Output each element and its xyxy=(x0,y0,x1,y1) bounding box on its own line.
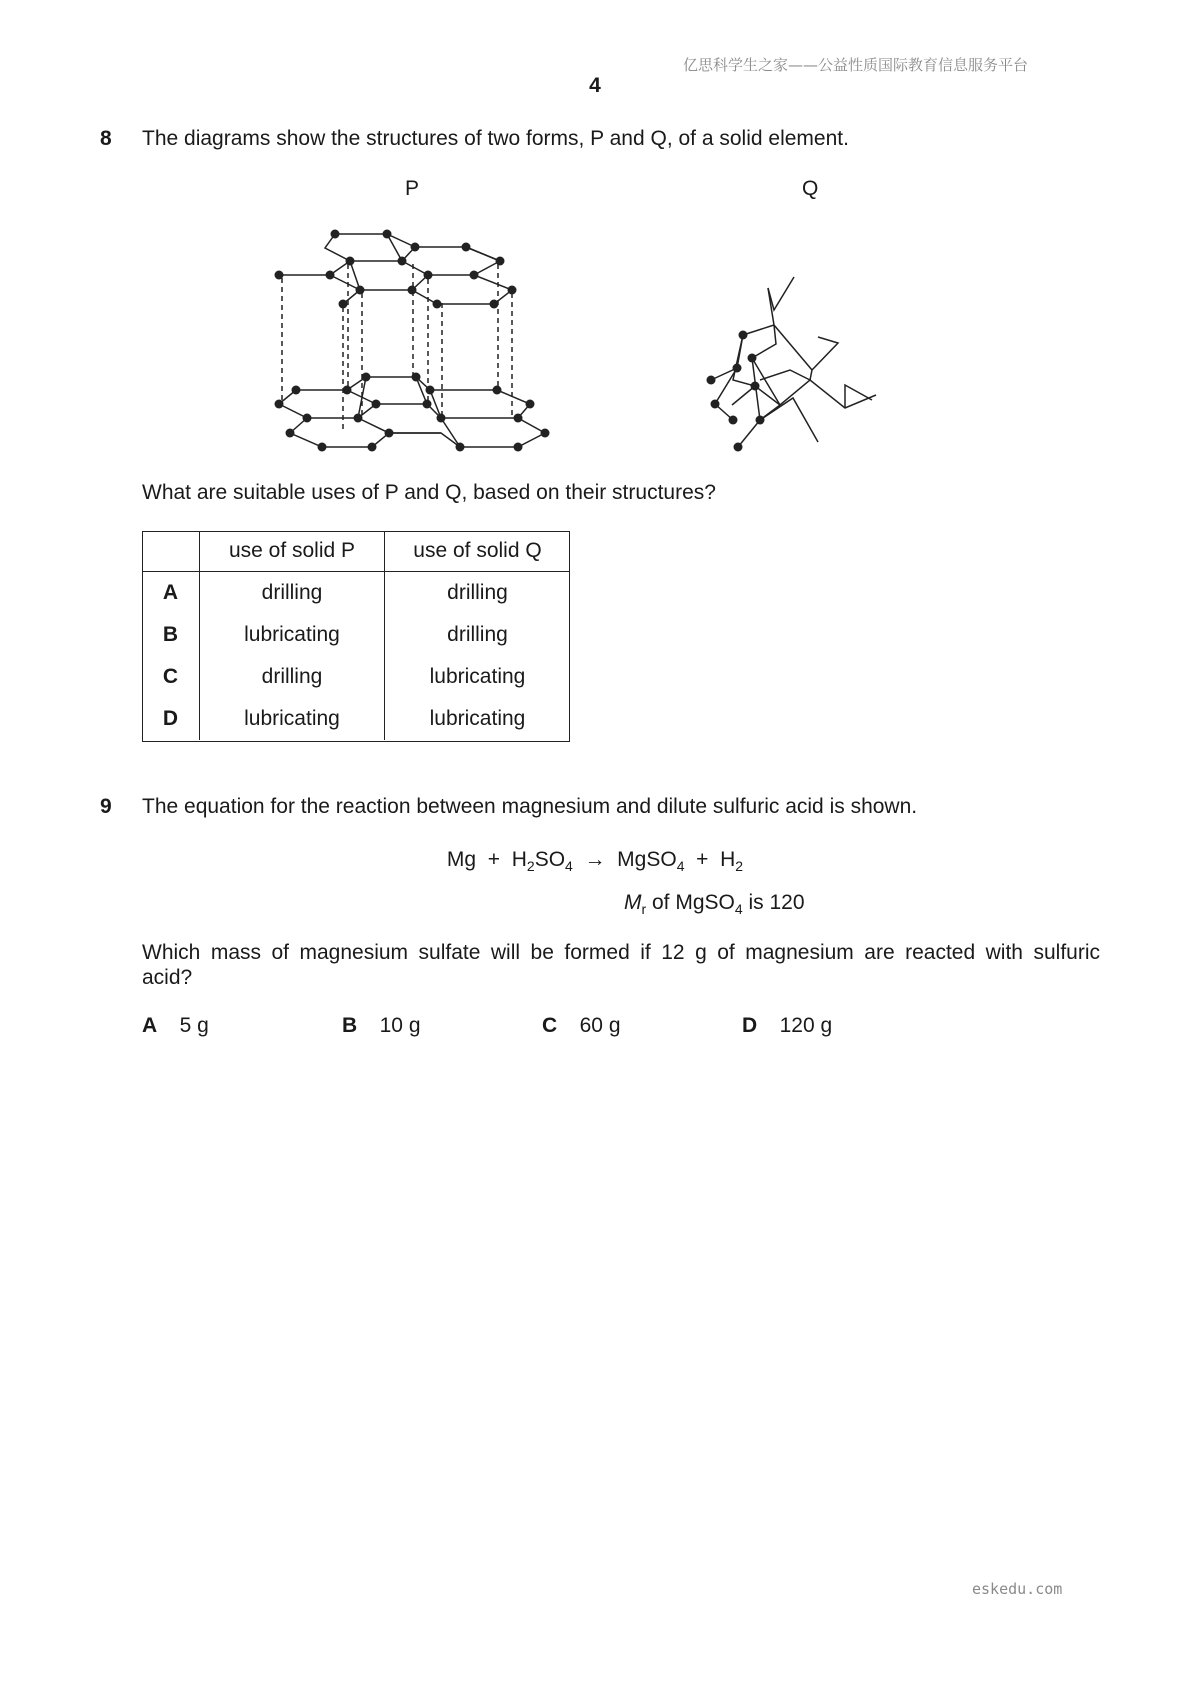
eq-plus-2: + xyxy=(696,848,709,871)
option-c xyxy=(542,1014,621,1038)
option-a xyxy=(142,1014,209,1038)
row-letter: D xyxy=(142,698,200,740)
row-letter: A xyxy=(142,572,200,615)
question-9-number: 9 xyxy=(100,795,112,818)
option-letter: C xyxy=(542,1014,558,1037)
table-row xyxy=(142,614,570,656)
table-row xyxy=(142,656,570,698)
question-9-prompt-line-2: acid? xyxy=(142,966,193,989)
question-8-number: 8 xyxy=(100,127,112,150)
row-use-p: lubricating xyxy=(200,614,385,656)
table-row xyxy=(142,572,570,615)
option-value: 120 g xyxy=(779,1014,833,1037)
graphite-top-layer xyxy=(279,234,512,304)
option-value: 10 g xyxy=(379,1014,421,1037)
table-header-row xyxy=(142,531,570,572)
question-9-prompt-line-1: Which mass of magnesium sulfate will be formed if 12 g of magnesium are reacted with sulfuric xyxy=(142,941,1100,964)
graphite-structure-p xyxy=(279,234,545,447)
option-d xyxy=(742,1014,832,1038)
question-8-prompt: What are suitable uses of P and Q, based on their structures? xyxy=(142,481,716,504)
option-b xyxy=(342,1014,421,1038)
question-8-stem: The diagrams show the structures of two forms, P and Q, of a solid element. xyxy=(142,127,849,150)
option-letter: A xyxy=(142,1014,158,1037)
uses-table xyxy=(142,531,570,740)
option-value: 5 g xyxy=(179,1014,209,1037)
graphite-interlayer-bonds xyxy=(282,264,512,430)
option-letter: B xyxy=(342,1014,358,1037)
eq-mg: Mg xyxy=(446,848,477,871)
row-use-q: drilling xyxy=(447,581,508,604)
option-letter: D xyxy=(742,1014,758,1037)
structure-q-label: Q xyxy=(802,177,819,200)
row-use-p: drilling xyxy=(200,572,385,615)
table-header-q: use of solid Q xyxy=(385,531,571,572)
footer-site-text: eskedu.com xyxy=(972,1580,1063,1598)
eq-plus-1: + xyxy=(487,848,501,871)
option-value: 60 g xyxy=(579,1014,621,1037)
row-letter: B xyxy=(142,614,200,656)
row-use-p: drilling xyxy=(200,656,385,698)
table-header-blank xyxy=(142,531,200,572)
row-use-q: lubricating xyxy=(429,665,526,688)
row-use-q: drilling xyxy=(447,623,508,646)
eq-mgso4: MgSO$_4$ xyxy=(617,848,685,875)
graphite-bottom-layer xyxy=(279,377,545,447)
table-header-p: use of solid P xyxy=(200,531,385,572)
chemical-equation xyxy=(0,848,1190,874)
row-use-q: lubricating xyxy=(429,707,526,730)
structure-p-label: P xyxy=(405,177,420,200)
relative-mass-note: $M_r$ of MgSO$_4$ is 120 xyxy=(624,891,805,918)
row-letter: C xyxy=(142,656,200,698)
table-row xyxy=(142,698,570,740)
eq-arrow: → xyxy=(584,848,606,871)
page-number: 4 xyxy=(589,74,601,97)
row-use-p: lubricating xyxy=(200,698,385,740)
eq-h2: $H_2$ xyxy=(720,848,744,875)
header-site-text: 亿思科学生之家——公益性质国际教育信息服务平台 xyxy=(683,56,1029,74)
eq-h2so4: $H_2SO_4$ xyxy=(511,848,573,875)
question-9-stem: The equation for the reaction between magnesium and dilute sulfuric acid is shown. xyxy=(142,795,918,818)
